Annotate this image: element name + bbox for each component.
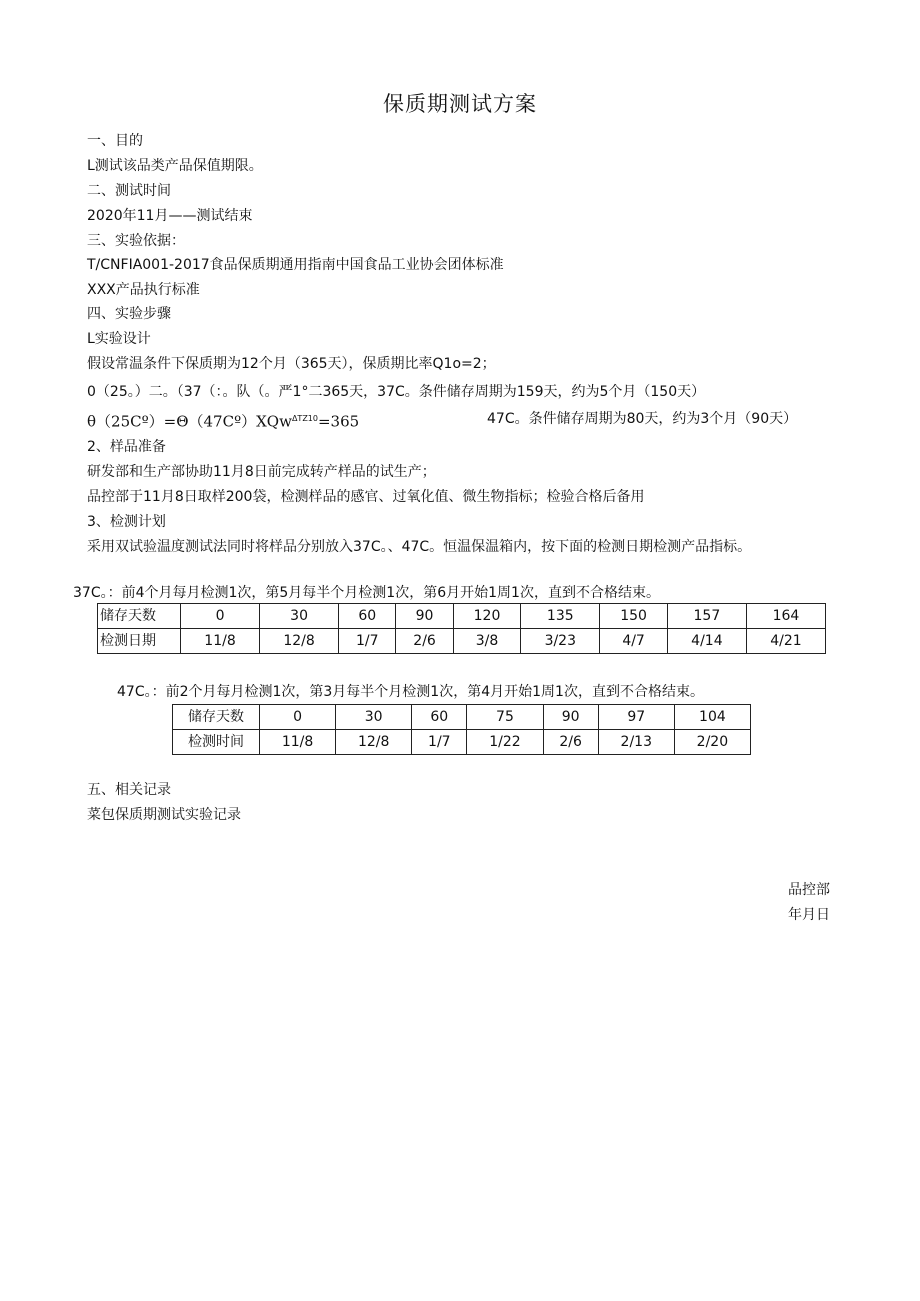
document-title: 保质期测试方案 — [383, 92, 537, 116]
note-37c: 37C。：前4个月每月检测1次，第5月每半个月检测1次，第6月开始1周1次，直到不合格结束。 — [73, 585, 660, 601]
table-cell: 2/6 — [543, 730, 598, 755]
table-cell: 90 — [543, 705, 598, 730]
sample-prep-text-1: 研发部和生产部协助11月8日前完成转产样品的试生产； — [87, 464, 436, 480]
table-cell: 0 — [181, 604, 260, 629]
table-cell: 2/6 — [396, 629, 453, 654]
subsection-experiment-design: L实验设计 — [87, 331, 151, 347]
formula-superscript: ΔTZ10 — [291, 414, 318, 423]
table-cell: 11/8 — [260, 730, 336, 755]
table-cell: 104 — [674, 705, 750, 730]
table-cell: 60 — [339, 604, 396, 629]
formula-47-description: 47C。条件储存周期为80天，约为3个月（90天） — [487, 411, 798, 427]
subsection-sample-prep: 2、样品准备 — [87, 439, 166, 455]
table-cell: 4/21 — [746, 629, 825, 654]
table-row-test-times — [173, 730, 751, 755]
row-label: 储存天数 — [173, 705, 260, 730]
table-row-test-dates — [98, 629, 826, 654]
formula-result: =365 — [317, 412, 360, 431]
note-47c: 47C。：前2个月每月检测1次，第3月每半个月检测1次，第4月开始1周1次，直到不合格结束。 — [117, 684, 704, 700]
table-cell: 12/8 — [336, 730, 412, 755]
table-cell: 3/8 — [453, 629, 521, 654]
table-cell: 30 — [336, 705, 412, 730]
design-assumption: 假设常温条件下保质期为12个月（365天），保质期比率Q1o=2； — [87, 356, 496, 372]
section-4-heading: 四、实验步骤 — [87, 306, 171, 322]
table-cell: 3/23 — [521, 629, 600, 654]
table-cell: 4/7 — [600, 629, 668, 654]
sample-prep-text-2: 品控部于11月8日取样200袋，检测样品的感官、过氧化值、微生物指标；检验合格后备用 — [87, 489, 645, 505]
table-cell: 2/20 — [674, 730, 750, 755]
signature-department: 品控部 — [788, 882, 830, 898]
section-5-heading: 五、相关记录 — [87, 782, 171, 798]
row-label: 检测日期 — [98, 629, 181, 654]
design-formula-47 — [87, 409, 847, 433]
section-1-heading: 一、目的 — [87, 133, 143, 149]
table-cell: 97 — [598, 705, 674, 730]
section-3-standard: T/CNFIA001-2017食品保质期通用指南中国食品工业协会团体标准 — [87, 257, 504, 273]
table-47c-schedule — [172, 704, 751, 755]
table-cell: 120 — [453, 604, 521, 629]
table-cell: 30 — [260, 604, 339, 629]
row-label: 检测时间 — [173, 730, 260, 755]
section-2-heading: 二、测试时间 — [87, 183, 171, 199]
table-cell: 11/8 — [181, 629, 260, 654]
table-cell: 1/7 — [412, 730, 467, 755]
table-cell: 12/8 — [260, 629, 339, 654]
row-label: 储存天数 — [98, 604, 181, 629]
table-cell: 1/22 — [467, 730, 543, 755]
table-cell: 157 — [667, 604, 746, 629]
table-cell: 90 — [396, 604, 453, 629]
signature-date: 年月日 — [788, 907, 830, 923]
design-formula-37: 0（25。）二。（37（：。队（。严1°二365天，37C。条件储存周期为159天，约为5个月（150天） — [87, 384, 706, 400]
section-1-text: L测试该品类产品保值期限。 — [87, 158, 263, 174]
table-cell: 75 — [467, 705, 543, 730]
table-cell: 0 — [260, 705, 336, 730]
table-cell: 164 — [746, 604, 825, 629]
table-37c-schedule — [97, 603, 826, 654]
table-cell: 150 — [600, 604, 668, 629]
table-cell: 1/7 — [339, 629, 396, 654]
test-plan-text: 采用双试验温度测试法同时将样品分别放入37C。、47C。恒温保温箱内，按下面的检测日期检测产品指标。 — [87, 539, 752, 555]
table-cell: 4/14 — [667, 629, 746, 654]
section-2-text: 2020年11月——测试结束 — [87, 208, 253, 224]
section-5-text: 菜包保质期测试实验记录 — [87, 807, 241, 823]
table-row-storage-days — [173, 705, 751, 730]
table-cell: 60 — [412, 705, 467, 730]
table-cell: 135 — [521, 604, 600, 629]
subsection-test-plan: 3、检测计划 — [87, 514, 166, 530]
table-row-storage-days — [98, 604, 826, 629]
table-cell: 2/13 — [598, 730, 674, 755]
section-3-heading: 三、实验依据： — [87, 233, 185, 249]
section-3-product-standard: XXX产品执行标准 — [87, 282, 200, 298]
formula-expression: θ（25Cº）=Θ（47Cº）XQw — [87, 412, 292, 431]
